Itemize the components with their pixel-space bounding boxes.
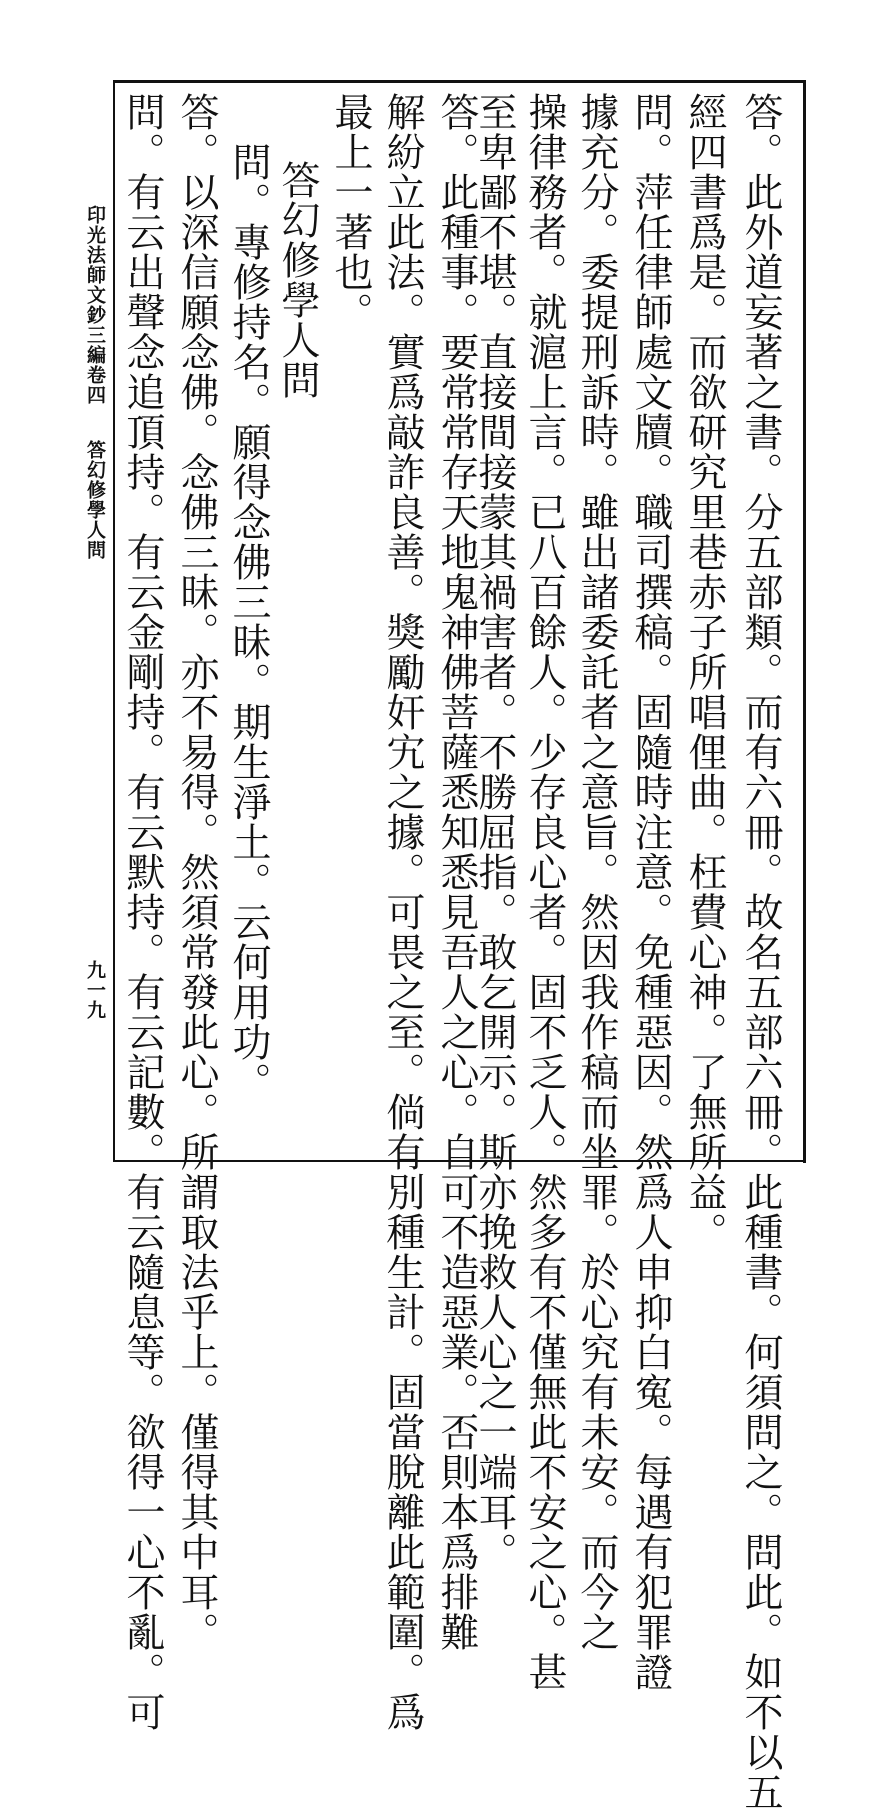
- text-column-5: 操律務者。就滬上言。已八百餘人。少存良心者。固不乏人。然多有不僅無此不安之心。甚: [522, 92, 567, 1692]
- text-column-6: 至卑鄙不堪。直接間接蒙其禍害者。不勝屈指。敢乞開示。斯亦挽救人心之一端耳。: [472, 92, 517, 1572]
- page-number: 九一九: [84, 960, 106, 1020]
- frame-left-rule: [113, 80, 115, 1160]
- section-heading: 答幻修學人問: [275, 160, 320, 400]
- text-column-9: 最上一著也。: [328, 92, 373, 332]
- running-book-title: 印光法師文鈔三編卷四: [84, 205, 106, 405]
- text-column-3: 問。萍任律師處文牘。職司撰稿。固隨時注意。免種惡因。然爲人申抑白寃。每遇有犯罪證: [628, 92, 673, 1692]
- text-column-12: 答。以深信願念佛。念佛三昧。亦不易得。然須常發此心。所謂取法乎上。僅得其中耳。: [174, 92, 219, 1652]
- text-column-13: 問。有云出聲念追頂持。有云金剛持。有云默持。有云記數。有云隨息等。欲得一心不亂。可: [120, 92, 165, 1732]
- text-column-8: 解紛立此法。實爲敲詐良善。獎勵奸宄之據。可畏之至。倘有別種生計。固當脫離此範圍。爲: [380, 92, 425, 1732]
- text-column-7: 答。此種事。要常常存天地鬼神佛菩薩悉知悉見吾人之心。自可不造惡業。否則本爲排難: [434, 92, 479, 1652]
- text-column-11: 問。專修持名。願得念佛三昧。期生淨土。云何用功。: [226, 142, 271, 1102]
- text-column-4: 據充分。委提刑訴時。雖出諸委託者之意旨。然因我作稿而坐罪。於心究有未安。而今之: [574, 92, 619, 1652]
- text-column-2: 經四書爲是。而欲研究里巷赤子所唱俚曲。枉費心神。了無所益。: [682, 92, 727, 1252]
- text-column-1: 答。此外道妄著之書。分五部類。而有六冊。故名五部六冊。此種書。何須問之。問此。如不以五: [738, 92, 783, 1812]
- running-section-title: 答幻修學人問: [84, 440, 106, 560]
